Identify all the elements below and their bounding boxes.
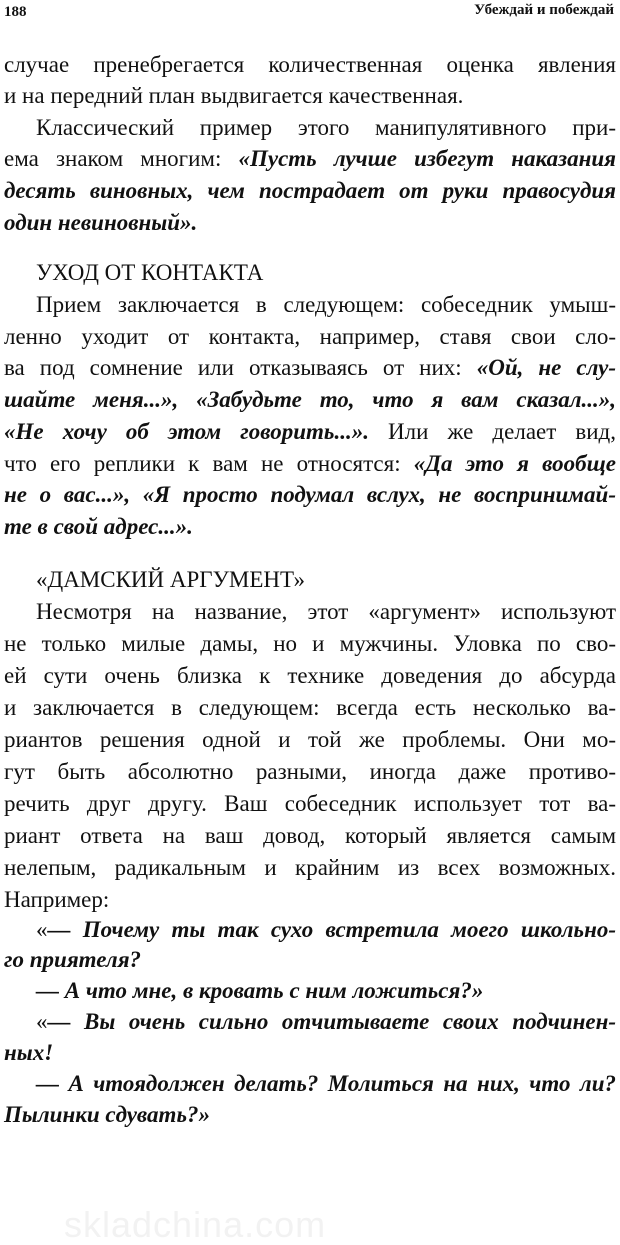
quote-mark: « <box>36 1009 48 1034</box>
text-line <box>4 354 616 382</box>
quote-text: «Не хочу об этом говорить...». <box>4 419 369 444</box>
text-line: гут быть абсолютно разными, иногда даже противо- <box>4 759 616 784</box>
text-line <box>4 145 616 173</box>
quote-text: «Пусть лучше избегут наказания <box>238 146 617 171</box>
plain-text: ема знаком многим: <box>4 146 239 171</box>
text-line: нелепым, радикальным и крайним из всех возможных. <box>4 855 616 880</box>
quote-text: «Ой, не слу- <box>476 355 616 380</box>
dialogue-line: — А что мне, в кровать с ним ложиться?» <box>36 978 484 1003</box>
text-line: не только милые дамы, но и мужчины. Уловка по сво- <box>4 631 616 656</box>
quote-line: те в свой адрес...». <box>4 514 193 539</box>
running-header <box>4 0 614 24</box>
text-line: риант ответа на ваш довод, который является самым <box>4 823 616 848</box>
quote-line: один невиновный». <box>4 210 198 235</box>
dialogue-line: Пылинки сдувать?» <box>4 1102 210 1127</box>
dialogue-line: го приятеля? <box>4 947 142 972</box>
watermark: skladchina.com <box>64 1204 327 1245</box>
quote-text: — Вы очень сильно отчитываете своих подчинен- <box>47 1009 616 1034</box>
dialogue-line <box>36 916 616 944</box>
plain-text: что его реплики к вам не относятся: <box>4 451 414 476</box>
text-line: риантов решения одной и той же проблемы. Они мо- <box>4 727 616 752</box>
page-number: 188 <box>4 4 27 20</box>
quote-line: десять виновных, чем пострадает от руки правосудия <box>4 178 616 203</box>
text-line: Прием заключается в следующем: собеседник умыш- <box>36 292 616 317</box>
text-line: ленно уходит от контакта, например, ставя свои сло- <box>4 324 616 349</box>
section-heading: «ДАМСКИЙ АРГУМЕНТ» <box>36 567 305 592</box>
text-line: ей сути очень близка к технике доведения до абсурда <box>4 663 616 688</box>
section-heading: УХОД ОТ КОНТАКТА <box>36 260 264 285</box>
dialogue-line <box>36 1008 616 1036</box>
text-line: Несмотря на название, этот «аргумент» используют <box>36 599 616 624</box>
quote-mark: « <box>36 917 48 942</box>
quote-line: шайте меня...», «Забудьте то, что я вам сказал...», <box>4 387 616 412</box>
plain-text: ва под сомнение или отказываясь от них: <box>4 355 477 380</box>
quote-text: — Почему ты так сухо встретила моего школьно- <box>47 917 616 942</box>
text-line: и на передний план выдвигается качественная. <box>4 83 464 108</box>
dialogue-line: — А чтоядолжен делать? Молиться на них, что ли? <box>36 1071 616 1096</box>
dialogue-line: ных! <box>4 1040 54 1065</box>
text-line: Например: <box>4 887 110 912</box>
text-line <box>4 450 616 478</box>
quote-line: не о вас...», «Я просто подумал вслух, не воспринимай- <box>4 482 616 507</box>
text-line: случае пренебрегается количественная оценка явления <box>4 52 616 77</box>
text-line: и заключается в следующем: всегда есть несколько ва- <box>4 695 616 720</box>
text-line: Классический пример этого манипулятивного при- <box>36 115 616 140</box>
quote-text: «Да это я вообще <box>413 451 616 476</box>
text-line: речить друг другу. Ваш собеседник использует тот ва- <box>4 791 616 816</box>
text-line <box>4 418 616 446</box>
plain-text: Или же делает вид, <box>368 419 617 444</box>
running-title: Убеждай и побеждай <box>474 2 614 18</box>
